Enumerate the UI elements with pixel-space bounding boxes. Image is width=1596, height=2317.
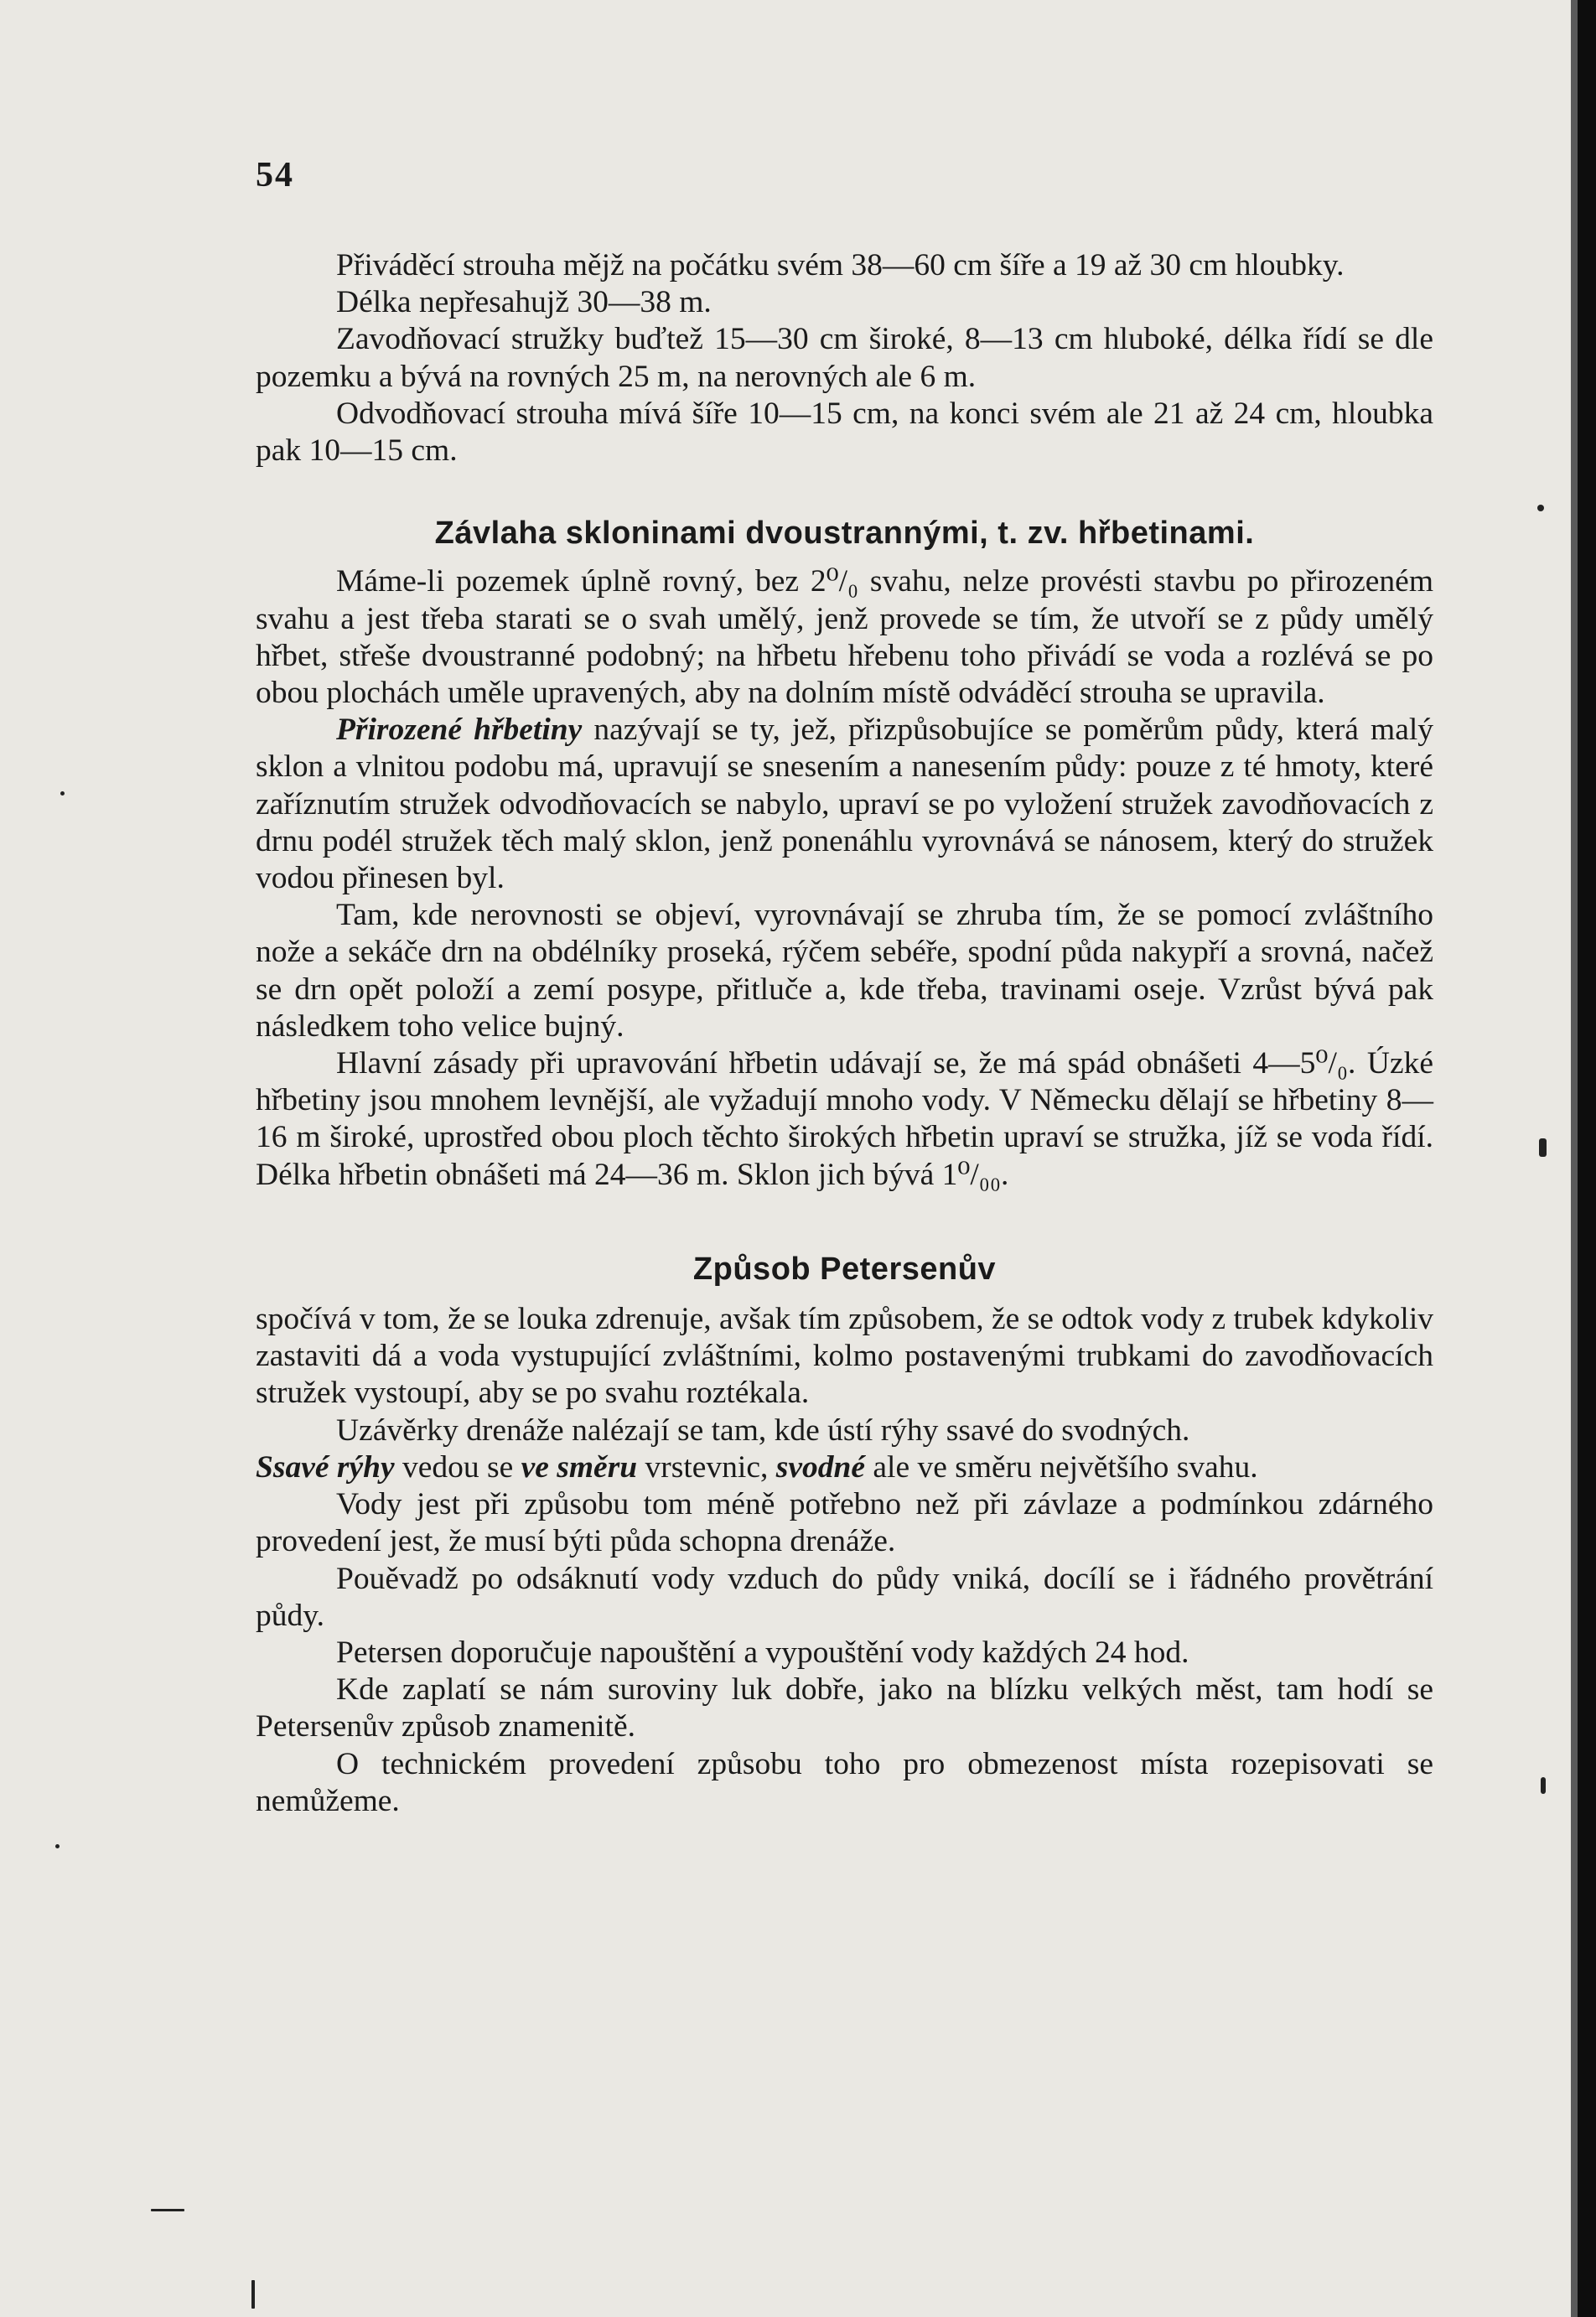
section-heading: Závlaha skloninami dvoustrannými, t. zv. hřbetinami. <box>434 516 1255 552</box>
page-edge-dark <box>1578 0 1596 2317</box>
paragraph <box>256 1449 1433 1486</box>
paragraph: Vody jest při způsobu tom méně potřebno než při závlaze a podmínkou zdárného provedení jest, že musí býti půda schopna drenáže. <box>256 1487 1433 1559</box>
paragraph: spočívá v tom, že se louka zdrenuje, avšak tím způsobem, že se odtok vody z trubek kdykoliv zastaviti dá a voda vystupující zvláštními, kolmo postavenými trubkami do zavodňovacích stružek vystoupí, aby se po svahu roztékala. <box>256 1302 1433 1411</box>
page-body <box>256 247 1433 1820</box>
section-heading: Způsob Petersenův <box>692 1251 997 1287</box>
paragraph-text: vedou se <box>394 1449 521 1485</box>
page-edge-shadow <box>1571 0 1578 2317</box>
paragraph: Zavodňovací stružky buďtež 15—30 cm široké, 8—13 cm hluboké, délka řídí se dle pozemku a bývá na rovných 25 m, na nerovných ale 6 m. <box>256 322 1433 394</box>
paragraph: Máme-li pozemek úplně rovný, bez 2⁰/₀ svahu, nelze provésti stavbu po přirozeném svahu a jest třeba starati se o svah umělý, jenž provede se tím, že utvoří se z půdy umělý hřbet, střeše dvoustranné podobný; na hřbetu hřebenu toho přivádí se voda a rozlévá se po obou plochách uměle upravených, aby na dolním místě odváděcí strouha se upravila. <box>256 564 1433 711</box>
emphasis: Přirozené hřbetiny <box>336 713 583 748</box>
scan-speck <box>1537 505 1544 511</box>
paragraph-text: vrstevnic, <box>637 1449 776 1485</box>
paragraph: Pouěvadž po odsáknutí vody vzduch do půdy vniká, docílí se i řádného provětrání půdy. <box>256 1561 1433 1633</box>
scan-speck <box>1541 1777 1546 1794</box>
scan-speck <box>55 1844 60 1848</box>
paragraph: Hlavní zásady při upravování hřbetin udávají se, že má spád obnášeti 4—5⁰/₀. Úzké hřbetiny jsou mnohem levnější, ale vyžadují mnoho vody. V Německu dělají se hřbetiny 8—16 m široké, uprostřed obou ploch těchto širokých hřbetin upraví se stružka, jíž se voda řídí. Délka hřbetin obnášeti má 24—36 m. Sklon jich bývá 1⁰/₀₀. <box>256 1046 1433 1192</box>
paragraph-text: ale ve směru největšího svahu. <box>865 1449 1258 1485</box>
page-number: 54 <box>256 156 294 194</box>
paragraph-text: nazývají se ty, jež, přizpůsobujíce se poměrům půdy, která malý sklon a vlnitou podobu má, upravují se snesením a nanesením půdy: pouze z té hmoty, které zaříznutím stružek odvodňovacích se nabylo, upraví se po vyložení stružek zavodňovacích z drnu podél stružek těch malý sklon, jenž ponenáhlu vyrovnává se nánosem, který do stružek vodou přinesen byl. <box>256 713 1434 896</box>
paragraph: Přiváděcí strouha mějž na počátku svém 38—60 cm šíře a 19 až 30 cm hloubky. <box>336 248 1345 282</box>
paragraph <box>256 712 1433 897</box>
paragraph: Kde zaplatí se nám suroviny luk dobře, jako na blízku velkých měst, tam hodí se Petersenův způsob znamenitě. <box>256 1672 1433 1744</box>
paragraph: Tam, kde nerovnosti se objeví, vyrovnávají se zhruba tím, že se pomocí zvláštního nože a sekáče drn na obdélníky proseká, rýčem sebéře, spodní půda nakypří a srovná, načež se drn opět položí a zemí posype, přitluče a, kde třeba, travinami oseje. Vzrůst bývá pak následkem toho velice bujný. <box>256 898 1433 1044</box>
paragraph: O technickém provedení způsobu toho pro obmezenost místa rozepisovati se nemůžeme. <box>256 1746 1433 1818</box>
emphasis: Ssavé rýhy <box>256 1449 395 1485</box>
scan-speck <box>151 2209 184 2211</box>
emphasis: svodné <box>775 1449 865 1485</box>
paragraph: Odvodňovací strouha mívá šíře 10—15 cm, na konci svém ale 21 až 24 cm, hloubka pak 10—15 cm. <box>256 396 1433 469</box>
scan-speck <box>251 2280 255 2309</box>
paragraph: Uzávěrky drenáže nalézají se tam, kde ústí rýhy ssavé do svodných. <box>336 1412 1190 1448</box>
paragraph: Délka nepřesahujž 30—38 m. <box>336 285 712 320</box>
paragraph: Petersen doporučuje napouštění a vypouštění vody každých 24 hod. <box>336 1635 1189 1670</box>
emphasis: ve směru <box>521 1449 638 1485</box>
scan-speck <box>1539 1138 1547 1157</box>
scan-speck <box>60 791 65 796</box>
